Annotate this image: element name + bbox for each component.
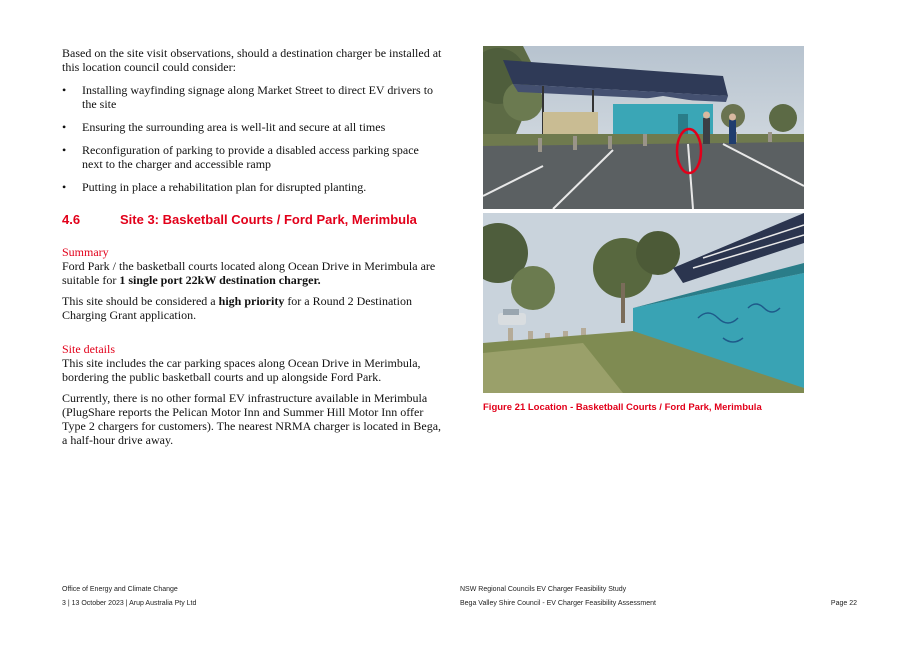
list-item: • Putting in place a rehabilitation plan for disrupted planting. [62,180,442,194]
site-details-heading: Site details [62,342,115,356]
list-item: • Ensuring the surrounding area is well-lit and secure at all times [62,120,442,134]
site-photo-top [483,46,804,209]
recommendations-list [62,83,442,203]
page-number: Page 22 [830,600,857,607]
summary-bold-text: 1 single port 22kW destination charger. [119,273,321,287]
site-photo-bottom-image [483,213,804,393]
list-item: • Installing wayfinding signage along Market Street to direct EV drivers to the site [62,83,442,111]
site-details-paragraph-1: This site includes the car parking spaces along Ocean Drive in Merimbula, bordering the public basketball courts and up alongside Ford Park. [62,356,421,384]
summary-paragraph-2 [62,294,442,322]
summary-heading: Summary [62,245,109,259]
summary-text: Ford Park / the basketball courts located along Ocean Drive in Merimbula are suitable for [62,259,436,287]
site-photo-top-image [483,46,804,209]
summary-text: This site should be considered a [62,294,219,308]
site-details-block [62,342,442,447]
section-title: Site 3: Basketball Courts / Ford Park, Merimbula [120,212,417,227]
footer-left-line-1: Office of Energy and Climate Change [62,586,178,593]
footer-left-line-2: 3 | 13 October 2023 | Arup Australia Pty Ltd [62,600,197,607]
list-item: • Reconfiguration of parking to provide a disabled access parking space next to the charger and accessible ramp [62,143,442,171]
summary-text: for a Round 2 Destination Charging Grant application. [62,294,412,322]
priority-bold-text: high priority [218,294,285,308]
summary-block [62,245,442,322]
site-details-paragraph-2: Currently, there is no other formal EV infrastructure available in Merimbula (PlugShare reports the Pelican Motor Inn and Summer Hill Motor Inn offer Type 2 chargers for customers). The nearest NRMA charger is located in Bega, a half-hour drive away. [62,391,442,447]
section-heading [62,212,462,227]
summary-paragraph-1 [62,259,442,287]
site-photo-bottom [483,213,804,393]
intro-paragraph: Based on the site visit observations, should a destination charger be installed at this location council could consider: [62,46,442,74]
footer-center-line-2: Bega Valley Shire Council - EV Charger Feasibility Assessment [460,600,656,607]
figure-caption: Figure 21 Location - Basketball Courts / Ford Park, Merimbula [483,402,762,413]
section-number: 4.6 [62,212,81,227]
footer-center-line-1: NSW Regional Councils EV Charger Feasibility Study [460,586,627,593]
